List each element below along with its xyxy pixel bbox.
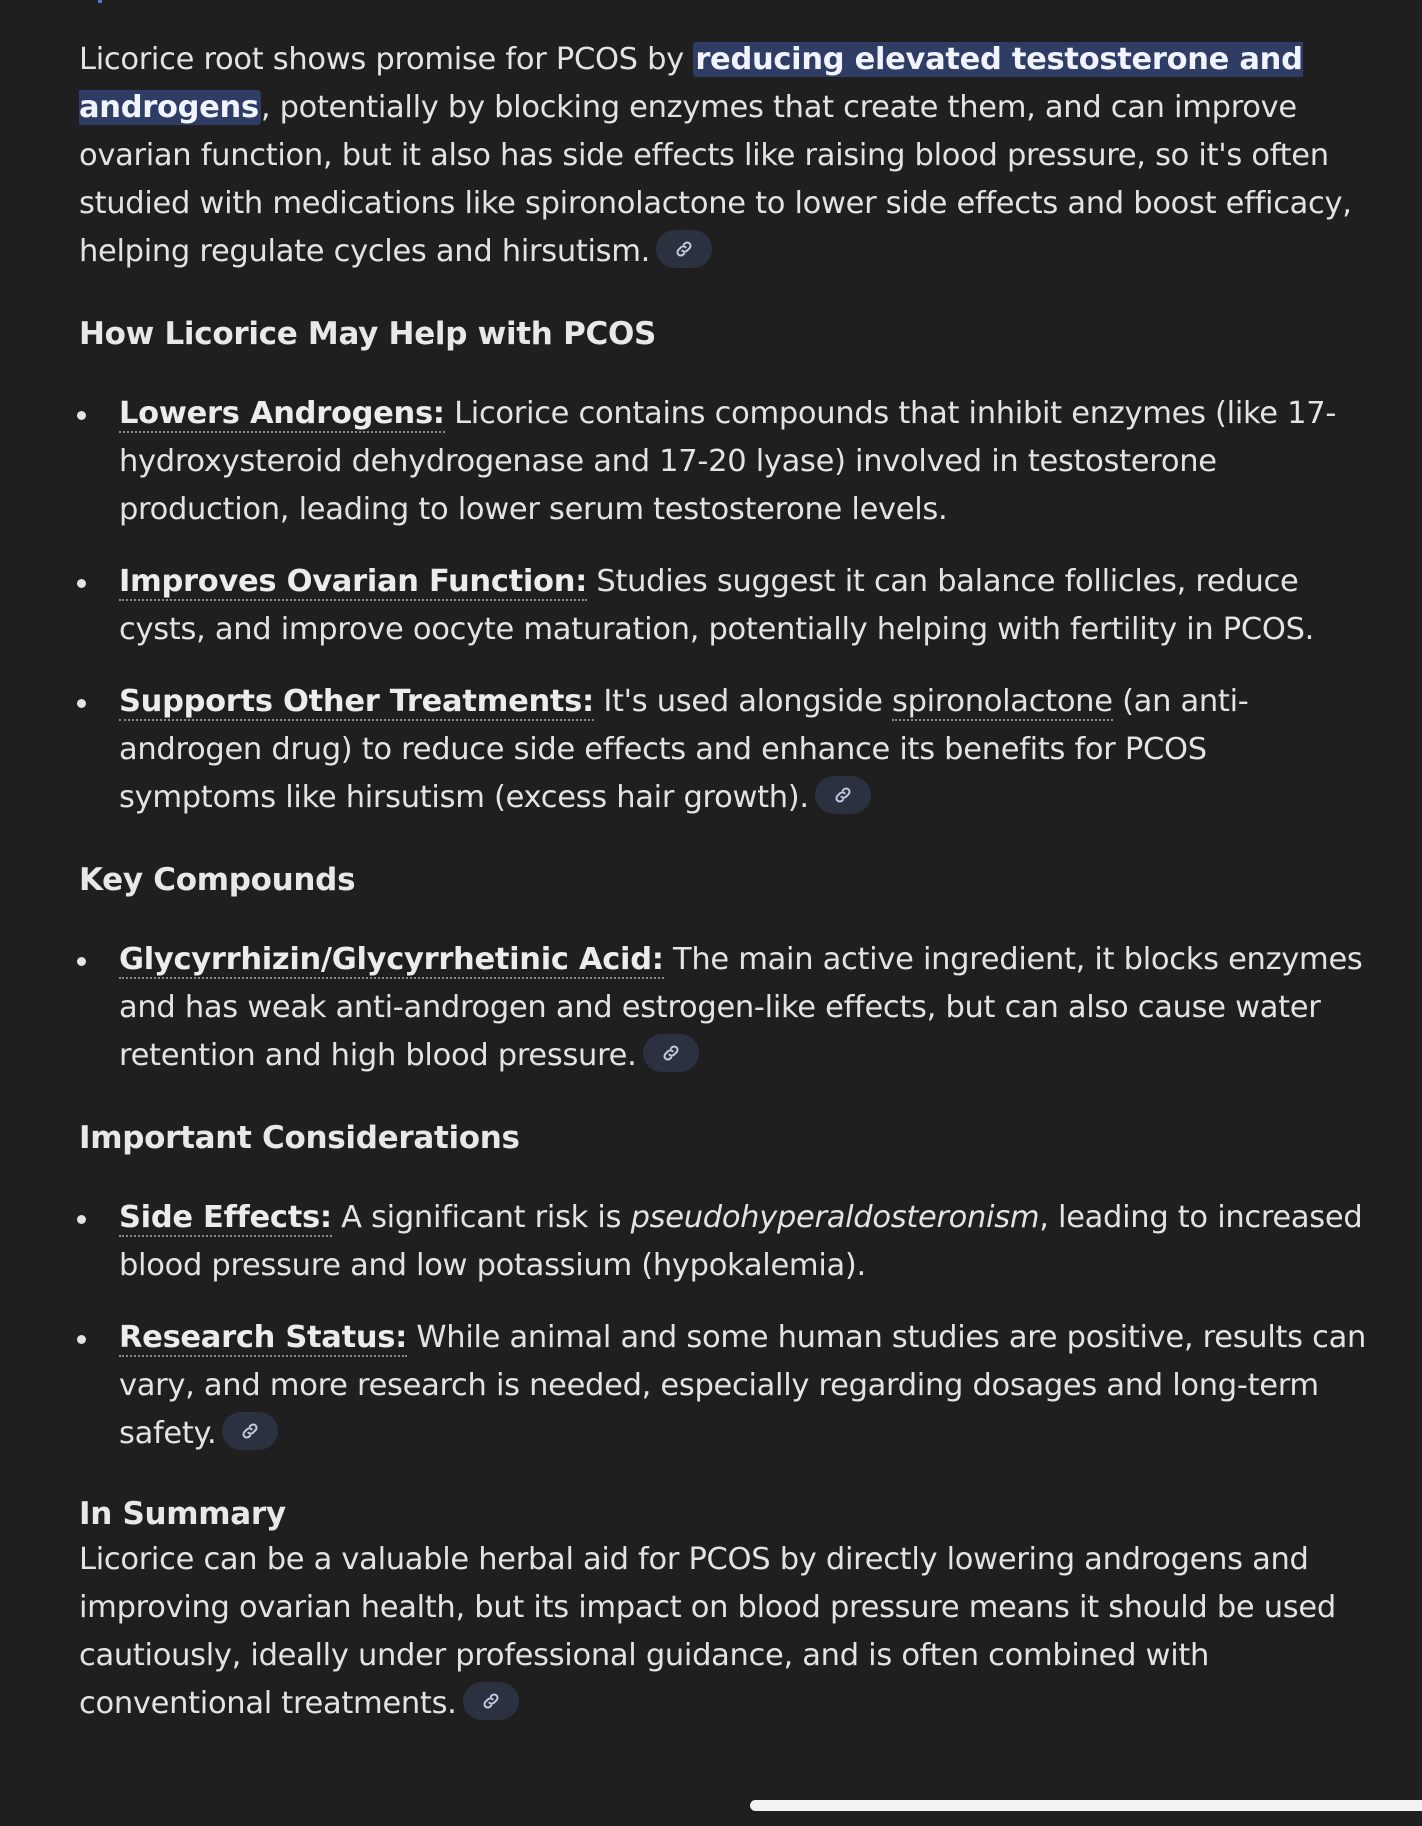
item-text: Studies suggest it can balance follicles, reduce cysts, and improve oocyte maturation, potentially helping with fertility in PCOS. — [119, 564, 1315, 647]
spironolactone-link[interactable]: spironolactone — [891, 684, 1113, 719]
item-text: A significant risk is — [331, 1200, 631, 1235]
scroll-indicator — [98, 0, 102, 3]
list-item — [79, 558, 1369, 654]
source-link-button[interactable] — [656, 230, 712, 268]
bullet-icon — [77, 1335, 86, 1344]
bullet-icon — [77, 1215, 86, 1224]
italic-term: pseudohyperaldosteronism — [630, 1200, 1040, 1235]
highlighted-text: reducing elevated testosterone and androgens — [79, 42, 1303, 125]
item-text: , leading to increased blood pressure and low potassium (hypokalemia). — [119, 1200, 1363, 1283]
list-item — [79, 1194, 1369, 1290]
intro-text-after: , potentially by blocking enzymes that create them, and can improve ovarian function, but it also has side effects like raising blood pressure, so it's often studied with medications like spironolactone to lower side effects and boost efficacy, helping regulate cycles and hirsutism. — [79, 90, 1352, 269]
item-text: Licorice contains compounds that inhibit enzymes (like 17-hydroxysteroid dehydrogenase and 17-20 lyase) involved in testosterone production, leading to lower serum testosterone levels. — [119, 396, 1337, 527]
item-text: It's used alongside — [593, 684, 892, 719]
source-link-button[interactable] — [643, 1034, 699, 1072]
answer-content — [79, 36, 1369, 1728]
link-icon — [674, 239, 694, 259]
bullet-icon — [77, 411, 86, 420]
section-heading-in-summary: In Summary — [79, 1496, 286, 1532]
list-item — [79, 678, 1369, 822]
section-heading-key-compounds: Key Compounds — [79, 862, 356, 898]
term-glycyrrhizin[interactable]: Glycyrrhizin/Glycyrrhetinic Acid: — [119, 942, 664, 977]
term-supports-other-treatments[interactable]: Supports Other Treatments: — [119, 684, 594, 719]
source-link-button[interactable] — [815, 776, 871, 814]
summary-paragraph — [79, 1536, 1369, 1728]
term-lowers-androgens[interactable]: Lowers Androgens: — [119, 396, 445, 431]
intro-paragraph — [79, 36, 1369, 276]
list-item — [79, 936, 1369, 1080]
section-heading-how-licorice-helps: How Licorice May Help with PCOS — [79, 316, 657, 352]
link-icon — [481, 1691, 501, 1711]
item-text: The main active ingredient, it blocks enzymes and has weak anti-androgen and estrogen-like effects, but can also cause water retention and high blood pressure. — [119, 942, 1363, 1073]
list-item — [79, 1314, 1369, 1458]
source-link-button[interactable] — [222, 1412, 278, 1450]
bullet-icon — [77, 579, 86, 588]
link-icon — [833, 785, 853, 805]
key-compounds-list — [79, 936, 1369, 1080]
link-icon — [661, 1043, 681, 1063]
home-indicator[interactable] — [750, 1800, 1422, 1811]
intro-text-before: Licorice root shows promise for PCOS by — [79, 42, 694, 77]
section-heading-important-considerations: Important Considerations — [79, 1120, 520, 1156]
term-improves-ovarian-function[interactable]: Improves Ovarian Function: — [119, 564, 588, 599]
item-text: While animal and some human studies are positive, results can vary, and more research is needed, especially regarding dosages and long-term safety. — [119, 1320, 1367, 1451]
term-side-effects[interactable]: Side Effects: — [119, 1200, 332, 1235]
bullet-icon — [77, 699, 86, 708]
source-link-button[interactable] — [463, 1682, 519, 1720]
considerations-list — [79, 1194, 1369, 1458]
summary-text: Licorice can be a valuable herbal aid for PCOS by directly lowering androgens and improving ovarian health, but its impact on blood pressure means it should be used cautiously, ideally under professional guidance, and is often combined with conventional treatments. — [79, 1542, 1336, 1721]
item-text: (an anti-androgen drug) to reduce side effects and enhance its benefits for PCOS symptoms like hirsutism (excess hair growth). — [119, 684, 1249, 815]
term-research-status[interactable]: Research Status: — [119, 1320, 408, 1355]
bullet-icon — [77, 957, 86, 966]
list-item — [79, 390, 1369, 534]
link-icon — [240, 1421, 260, 1441]
how-licorice-list — [79, 390, 1369, 822]
